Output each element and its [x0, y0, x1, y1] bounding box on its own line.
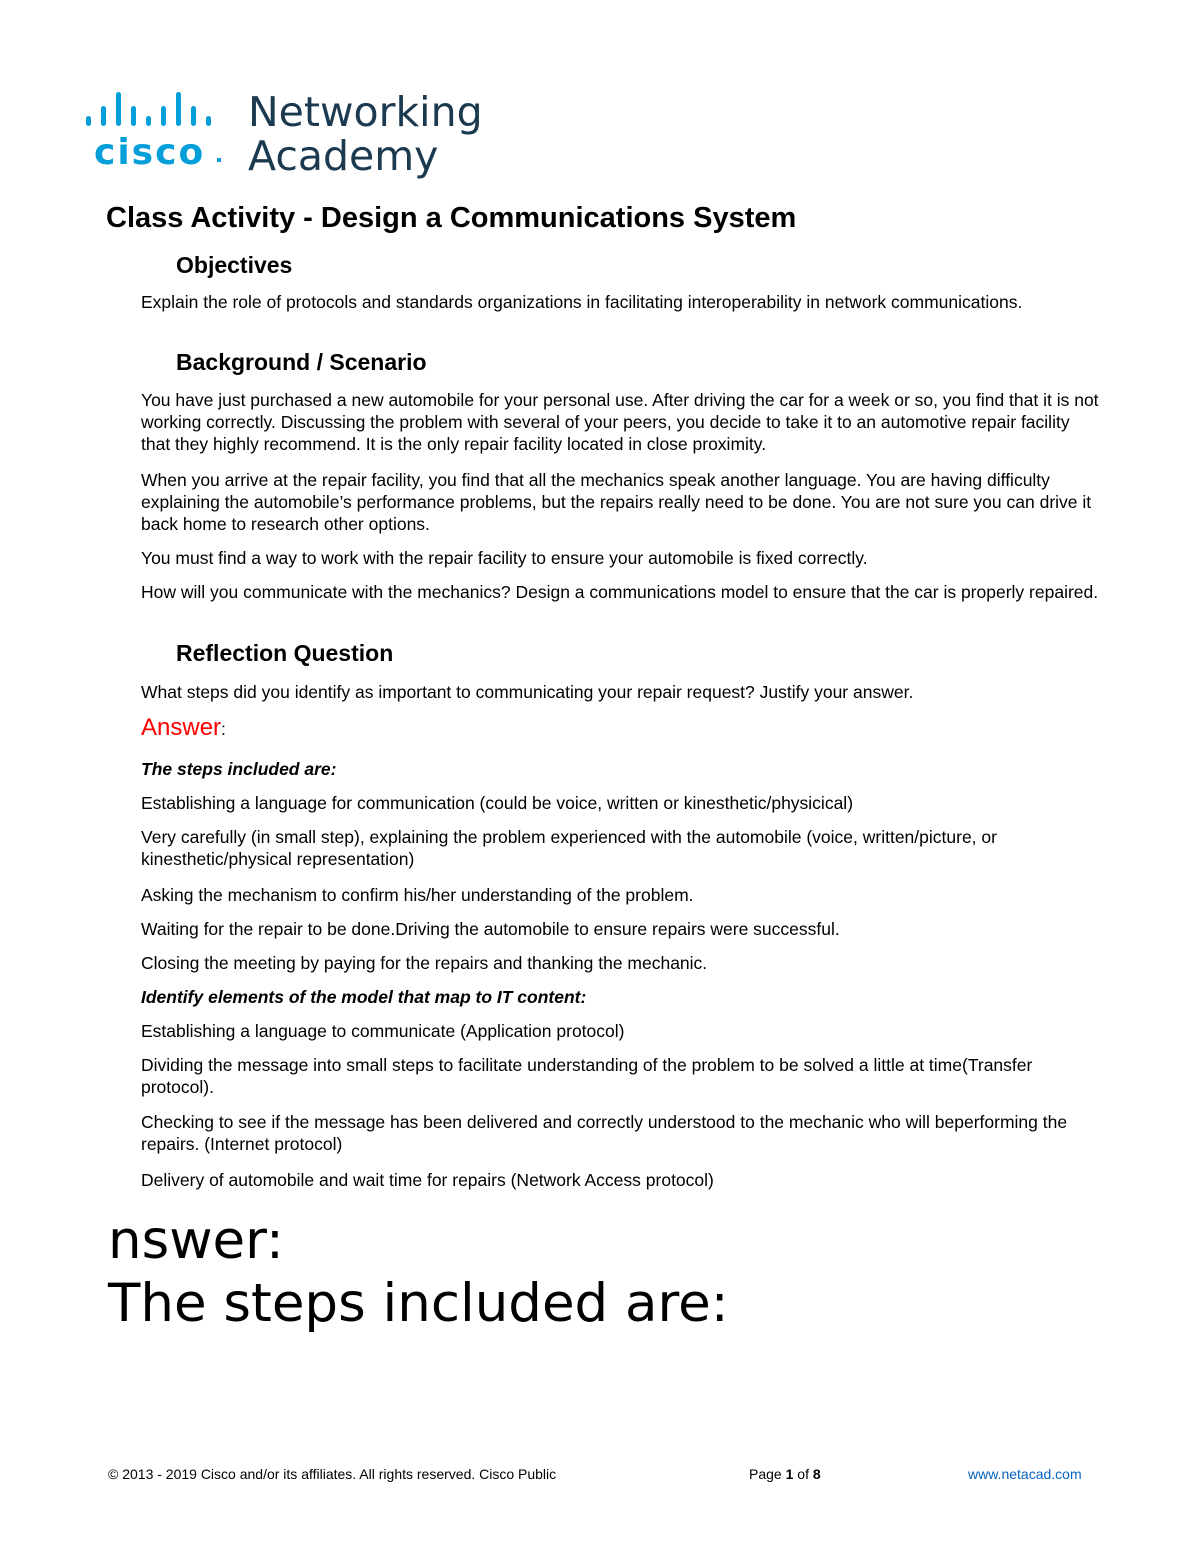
- logo-bar: [131, 106, 136, 126]
- background-paragraph-2: When you arrive at the repair facility, you find that all the mechanics speak another language. You are having difficulty explaining the automobile’s performance problems, but the repairs really need to be done. You are not sure you can drive it back home to research other options.: [141, 470, 1092, 534]
- step-item: Establishing a language for communication (could be voice, written or kinesthetic/physicical): [141, 793, 854, 813]
- step-item: Very carefully (in small step), explaining the problem experienced with the automobile (voice, written/picture, or kinesthetic/physical representation): [141, 827, 997, 869]
- background-paragraph-4: How will you communicate with the mechanics? Design a communications model to ensure that the car is properly repaired.: [141, 582, 1099, 602]
- logo-bar: [176, 92, 181, 126]
- background-paragraph-1: You have just purchased a new automobile for your personal use. After driving the car for a week or so, you find that it is not working correctly. Discussing the problem with several of your peers, you decide to take it to an automotive repair facility that they highly recommend. It is the only repair facility located in close proximity.: [141, 390, 1099, 454]
- objectives-heading: Objectives: [176, 252, 293, 278]
- page-title: Class Activity - Design a Communications System: [106, 202, 797, 234]
- page-prefix: Page: [749, 1466, 786, 1482]
- logo-bar: [206, 116, 211, 126]
- footer-copyright: © 2013 - 2019 Cisco and/or its affiliates. All rights reserved. Cisco Public: [108, 1466, 557, 1482]
- page-middle: of: [793, 1466, 813, 1482]
- logo-trademark-dot: [217, 158, 221, 162]
- logo-bar: [191, 106, 196, 126]
- element-item: Checking to see if the message has been delivered and correctly understood to the mechanic who will beperforming the repairs. (Internet protocol): [141, 1112, 1068, 1154]
- element-item: Dividing the message into small steps to facilitate understanding of the problem to be solved a little at time(Transfer protocol).: [141, 1055, 1033, 1097]
- footer-page-number: [749, 1466, 821, 1482]
- logo-bar: [86, 116, 91, 126]
- page-current: 1: [785, 1466, 794, 1482]
- logo-line-academy: Academy: [248, 132, 439, 180]
- step-item: Asking the mechanism to confirm his/her understanding of the problem.: [141, 885, 694, 905]
- logo-bar: [146, 116, 151, 126]
- background-heading: Background / Scenario: [176, 349, 427, 375]
- cisco-networking-academy-logo: [84, 86, 484, 181]
- logo-line-networking: Networking: [248, 88, 483, 136]
- answer-colon: :: [221, 719, 226, 739]
- overlay-answer-text: nswer:: [108, 1210, 284, 1271]
- steps-heading: The steps included are:: [141, 759, 337, 779]
- step-item: Waiting for the repair to be done.Driving the automobile to ensure repairs were successful.: [141, 919, 840, 939]
- answer-word: Answer: [141, 714, 222, 741]
- step-item: Closing the meeting by paying for the repairs and thanking the mechanic.: [141, 953, 708, 973]
- objectives-text: Explain the role of protocols and standards organizations in facilitating interoperability in network communications.: [141, 292, 1023, 312]
- page-total: 8: [812, 1466, 821, 1482]
- reflection-question: What steps did you identify as important to communicating your repair request? Justify your answer.: [141, 682, 914, 702]
- logo-brand-word: cisco: [94, 132, 206, 173]
- logo-bar: [116, 92, 121, 126]
- element-item: Establishing a language to communicate (Application protocol): [141, 1021, 625, 1041]
- answer-label: [141, 714, 226, 742]
- logo-bar: [161, 106, 166, 126]
- elements-heading: Identify elements of the model that map to IT content:: [141, 987, 587, 1007]
- cisco-bars-icon: [84, 90, 224, 130]
- reflection-heading: Reflection Question: [176, 640, 394, 666]
- overlay-steps-text: The steps included are:: [108, 1273, 729, 1334]
- logo-bar: [101, 106, 106, 126]
- footer-netacad-link[interactable]: www.netacad.com: [968, 1466, 1082, 1482]
- background-paragraph-3: You must find a way to work with the repair facility to ensure your automobile is fixed correctly.: [141, 548, 868, 568]
- element-item: Delivery of automobile and wait time for repairs (Network Access protocol): [141, 1170, 714, 1190]
